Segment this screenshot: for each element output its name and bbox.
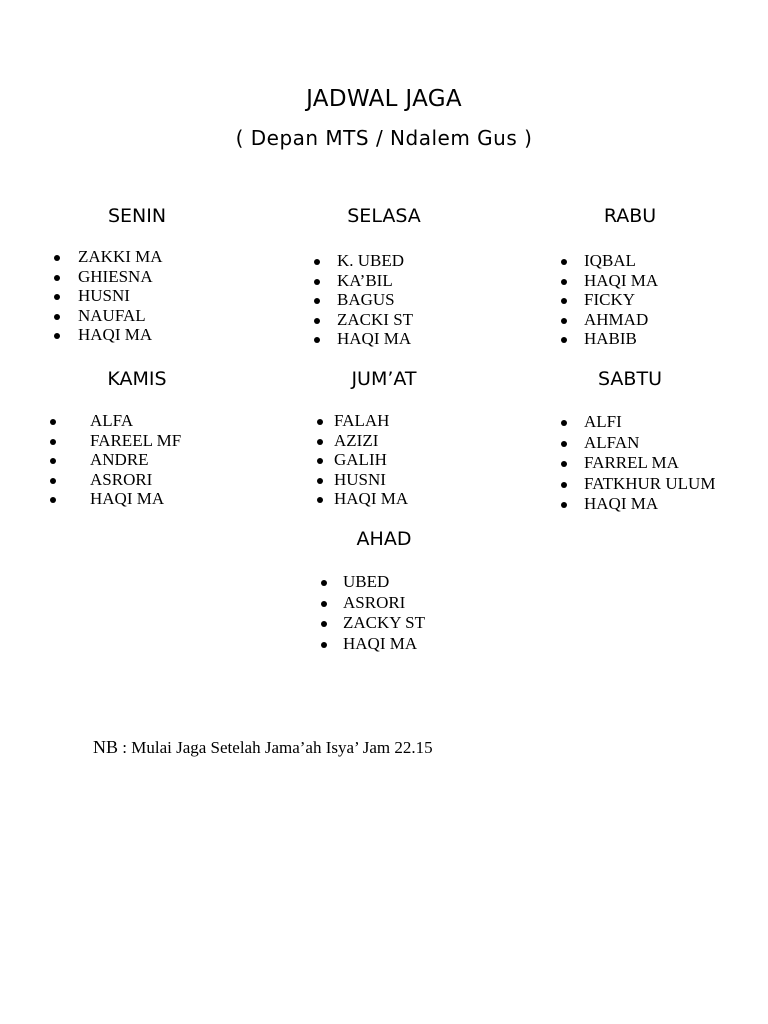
day-heading-kamis: KAMIS [107,368,167,390]
bullet-icon [314,337,320,343]
member-name: HUSNI [334,469,386,489]
member-name: FARREL MA [584,453,679,473]
list-item [584,290,658,310]
bullet-icon [561,318,567,324]
day-list-selasa [337,251,413,349]
bullet-icon [561,502,567,508]
list-item [584,329,658,349]
list-item [584,494,715,515]
bullet-icon [317,419,323,425]
member-name: ALFA [90,411,134,430]
bullet-icon [317,439,323,445]
bullet-icon [50,439,56,445]
day-heading-senin: SENIN [107,205,167,227]
list-item [343,572,425,593]
member-name: UBED [343,572,390,591]
note-text: : Mulai Jaga Setelah Jama’ah Isya’ Jam 22.15 [118,738,433,757]
bullet-icon [317,458,323,464]
bullet-icon [317,478,323,484]
day-heading-sabtu: SABTU [598,368,662,390]
member-name: AZIZI [334,430,379,450]
day-list-sabtu [584,412,715,515]
bullet-icon [321,642,327,648]
document-subtitle: ( Depan MTS / Ndalem Gus ) [235,126,533,150]
bullet-icon [561,441,567,447]
member-name: FICKY [584,290,636,310]
list-item [78,325,163,345]
list-item [584,271,658,291]
day-list-senin [78,247,163,345]
bullet-icon [54,275,60,281]
list-item [78,286,163,306]
member-name: ASRORI [90,469,153,489]
bullet-icon [317,497,323,503]
member-name: ALFAN [584,432,640,452]
list-item [343,613,425,634]
member-name: ZACKI ST [337,309,414,329]
bullet-icon [50,458,56,464]
list-item [334,470,408,490]
member-name: IQBAL [584,251,636,270]
list-item [334,450,408,470]
bullet-icon [561,461,567,467]
list-item [90,470,181,490]
bullet-icon [50,419,56,425]
member-name: HUSNI [78,286,130,306]
list-item [343,634,425,655]
list-item [584,453,715,474]
list-item [337,310,413,330]
bullet-icon [54,333,60,339]
day-heading-selasa: SELASA [347,205,421,227]
member-name: FATKHUR ULUM [584,473,716,493]
member-name: HAQI MA [343,633,418,653]
member-name: ASRORI [343,592,406,612]
bullet-icon [561,259,567,265]
member-name: HAQI MA [90,489,165,509]
list-item [334,431,408,451]
day-list-jumat [334,411,408,509]
bullet-icon [314,259,320,265]
list-item [584,310,658,330]
list-item [90,489,181,509]
member-name: FALAH [334,411,390,430]
list-item [584,474,715,495]
member-name: HAQI MA [78,325,153,345]
day-list-ahad [343,572,425,654]
member-name: HABIB [584,329,637,349]
list-item [78,306,163,326]
member-name: ANDRE [90,450,149,470]
member-name: GALIH [334,450,387,470]
list-item [90,450,181,470]
bullet-icon [561,298,567,304]
member-name: K. UBED [337,251,405,270]
bullet-icon [321,621,327,627]
member-name: HAQI MA [337,329,412,349]
bullet-icon [54,255,60,261]
list-item [584,412,715,433]
member-name: NAUFAL [78,305,146,325]
bullet-icon [561,482,567,488]
list-item [78,247,163,267]
bullet-icon [314,298,320,304]
member-name: BAGUS [337,290,395,310]
list-item [90,431,181,451]
member-name: HAQI MA [334,489,409,509]
list-item [337,251,413,271]
member-name: ALFI [584,412,622,431]
member-name: KA’BIL [337,270,393,290]
member-name: GHIESNA [78,266,153,286]
list-item [334,489,408,509]
list-item [343,593,425,614]
list-item [584,433,715,454]
bullet-icon [561,279,567,285]
day-heading-rabu: RABU [603,205,657,227]
list-item [90,411,181,431]
member-name: HAQI MA [584,270,659,290]
list-item [337,329,413,349]
member-name: FAREEL MF [90,430,182,450]
day-list-kamis [90,411,181,509]
member-name: HAQI MA [584,494,659,514]
list-item [584,251,658,271]
bullet-icon [321,580,327,586]
bullet-icon [321,601,327,607]
bullet-icon [314,318,320,324]
member-name: AHMAD [584,309,649,329]
list-item [334,411,408,431]
bullet-icon [54,314,60,320]
list-item [337,290,413,310]
list-item [337,271,413,291]
list-item [78,267,163,287]
bullet-icon [561,420,567,426]
member-name: ZACKY ST [343,613,426,633]
document-title: JADWAL JAGA [306,86,462,112]
day-list-rabu [584,251,658,349]
bullet-icon [50,497,56,503]
bullet-icon [54,294,60,300]
day-heading-jumat: JUM’AT [351,368,417,390]
note-label: NB [93,737,119,757]
day-heading-ahad: AHAD [356,528,412,550]
bullet-icon [50,478,56,484]
footer-note [93,737,433,758]
bullet-icon [561,337,567,343]
member-name: ZAKKI MA [78,247,163,266]
bullet-icon [314,279,320,285]
